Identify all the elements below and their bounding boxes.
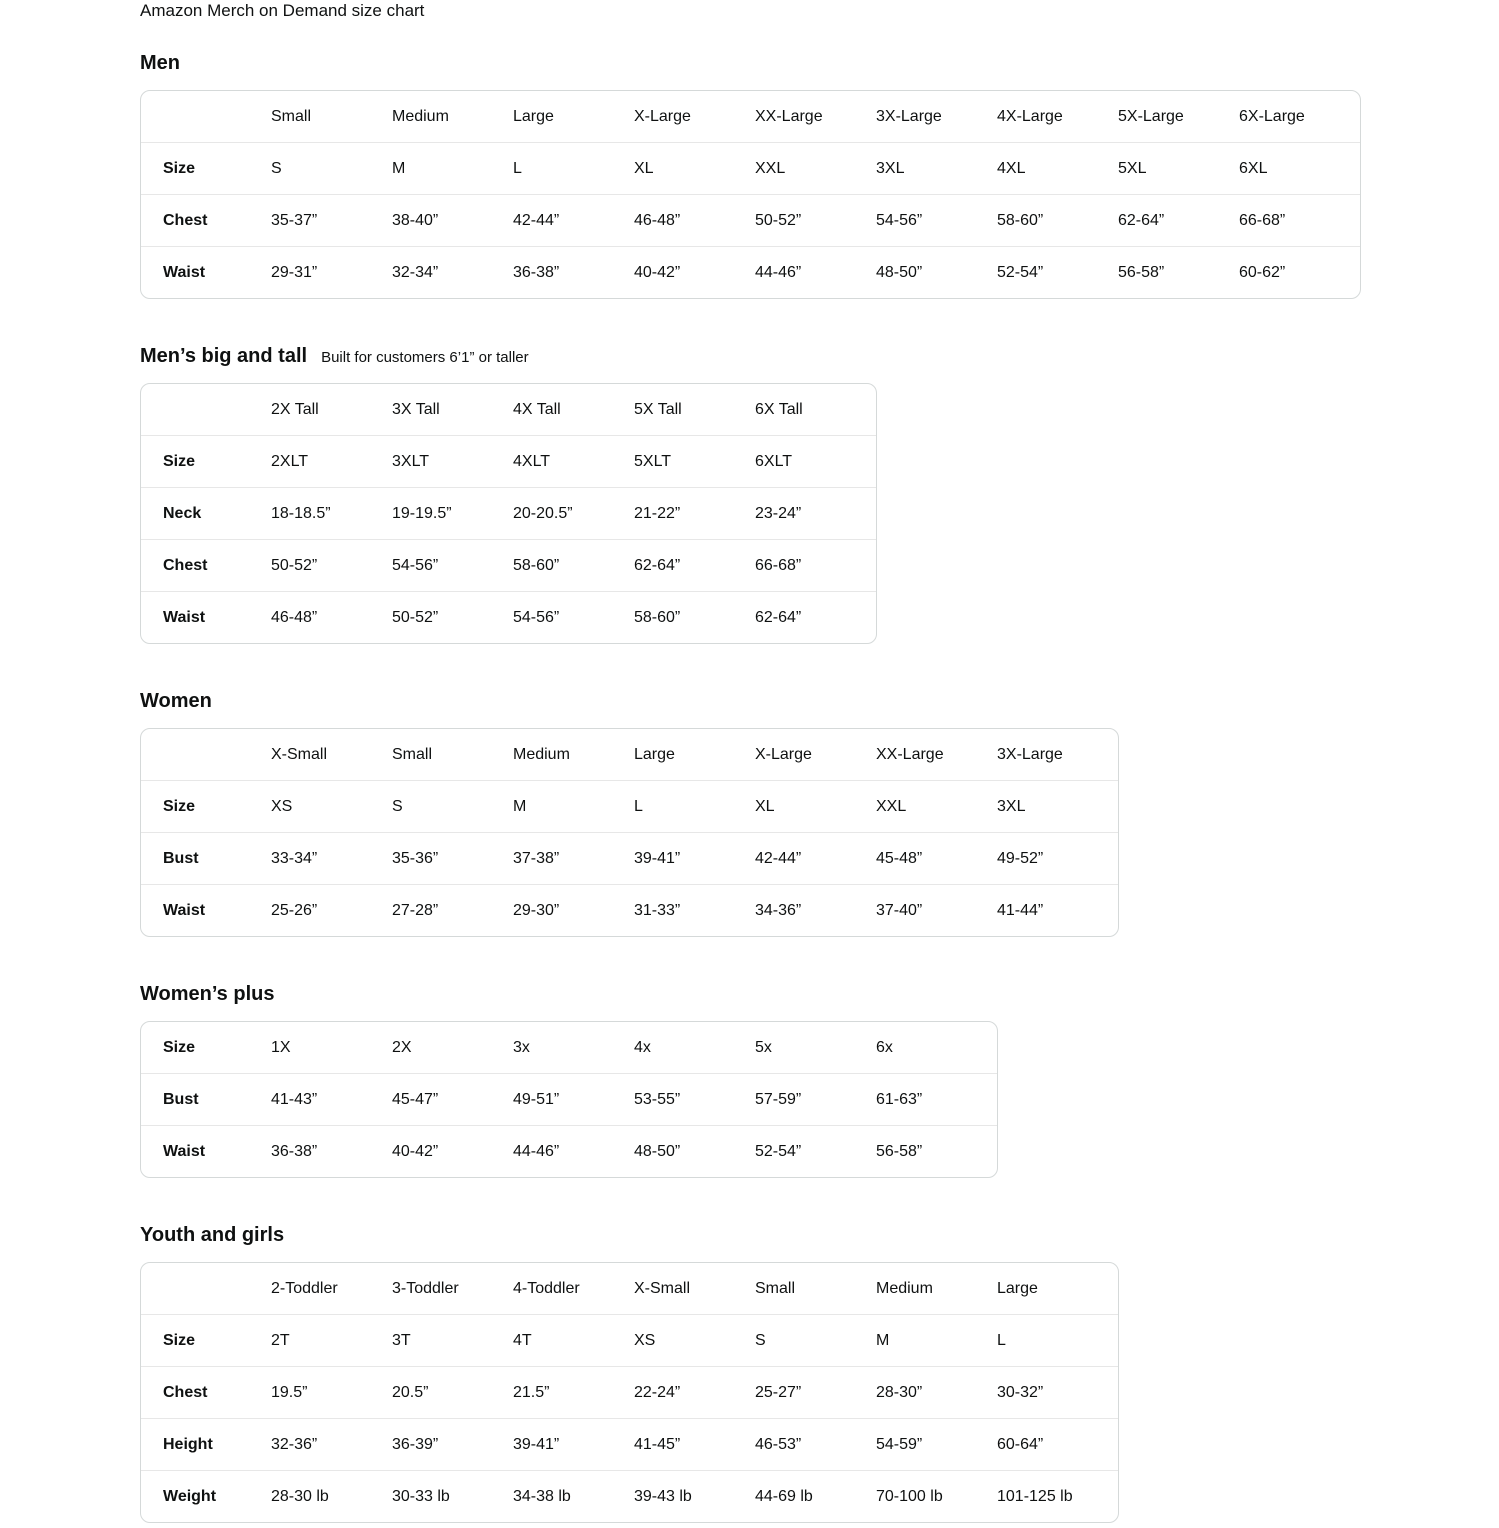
section-heading-row <box>140 51 1499 75</box>
size-table-container <box>140 90 1361 299</box>
value-cell: 44-69 lb <box>755 1471 876 1523</box>
column-header-cell: Small <box>271 107 312 125</box>
table-row <box>141 781 1118 833</box>
value-cell: 46-48” <box>271 592 392 644</box>
value-cell: 41-45” <box>634 1419 755 1471</box>
value-cell: 20-20.5” <box>513 488 634 540</box>
size-chart-sections <box>140 51 1499 1528</box>
column-header-cell: Medium <box>513 745 570 763</box>
value-cell: 44-46” <box>513 1126 634 1178</box>
column-header-cell: X-Large <box>634 107 691 125</box>
column-header-cell: Small <box>392 745 433 763</box>
value-cell: 34-36” <box>755 885 876 937</box>
value-cell: 54-59” <box>876 1419 997 1471</box>
section-heading-row <box>140 689 1499 713</box>
row-label-cell: Size <box>163 1038 196 1056</box>
value-cell: 18-18.5” <box>271 488 392 540</box>
column-header-cell: X-Small <box>634 1279 691 1297</box>
column-header-cell: Medium <box>876 1279 933 1297</box>
table-row <box>141 540 876 592</box>
value-cell: 28-30 lb <box>271 1471 392 1523</box>
column-header-cell: 3X Tall <box>392 400 440 418</box>
row-label-cell: Size <box>141 1315 271 1367</box>
section-heading-row <box>140 344 1499 368</box>
value-cell: 23-24” <box>755 488 876 540</box>
value-cell: 48-50” <box>876 247 997 299</box>
value-cell: 60-62” <box>1239 247 1360 299</box>
value-cell: 36-38” <box>513 247 634 299</box>
column-header-cell: Large <box>997 1279 1038 1297</box>
value-cell: 3x <box>513 1038 530 1056</box>
section-heading: Women’s plus <box>140 983 275 1005</box>
value-cell: 52-54” <box>997 247 1118 299</box>
value-cell: 52-54” <box>755 1126 876 1178</box>
value-cell: 29-30” <box>513 885 634 937</box>
value-cell: M <box>876 1315 997 1367</box>
value-cell: 33-34” <box>271 833 392 885</box>
value-cell: 5XLT <box>634 436 755 488</box>
value-cell: M <box>392 143 513 195</box>
column-header-cell: 4X Tall <box>513 400 561 418</box>
section-heading: Women <box>140 690 212 712</box>
value-cell: 36-39” <box>392 1419 513 1471</box>
value-cell: 40-42” <box>392 1126 513 1178</box>
value-cell: 42-44” <box>755 833 876 885</box>
value-cell: 54-56” <box>876 195 997 247</box>
column-header-cell: Large <box>513 107 554 125</box>
value-cell: XS <box>271 781 392 833</box>
value-cell: 4x <box>634 1038 651 1056</box>
value-cell: 32-36” <box>271 1419 392 1471</box>
value-cell: 4XL <box>997 143 1118 195</box>
table-row <box>141 247 1360 299</box>
section-heading-row <box>140 1223 1499 1247</box>
table-row <box>141 1419 1118 1471</box>
value-cell: 28-30” <box>876 1367 997 1419</box>
value-cell: 49-52” <box>997 833 1118 885</box>
table-row <box>141 195 1360 247</box>
value-cell: L <box>634 781 755 833</box>
value-cell: 19.5” <box>271 1367 392 1419</box>
value-cell: 39-43 lb <box>634 1471 755 1523</box>
table-row <box>141 436 876 488</box>
size-table-container <box>140 1262 1119 1523</box>
row-label-cell: Waist <box>141 885 271 937</box>
row-label-cell: Height <box>141 1419 271 1471</box>
value-cell: 62-64” <box>634 540 755 592</box>
column-header-cell: 5X Tall <box>634 400 682 418</box>
value-cell: 62-64” <box>1118 195 1239 247</box>
table-body <box>141 729 1118 936</box>
value-cell: 27-28” <box>392 885 513 937</box>
value-cell: 30-33 lb <box>392 1471 513 1523</box>
row-label-cell: Weight <box>141 1471 271 1523</box>
value-cell: 56-58” <box>1118 247 1239 299</box>
table-row <box>141 1315 1118 1367</box>
column-header-cell: 4-Toddler <box>513 1279 580 1297</box>
table-body <box>141 91 1360 298</box>
row-label-cell: Neck <box>141 488 271 540</box>
column-header-cell: XX-Large <box>755 107 823 125</box>
value-cell: L <box>513 143 634 195</box>
size-table <box>141 1022 997 1177</box>
value-cell: 57-59” <box>755 1074 876 1126</box>
column-header-cell: 4X-Large <box>997 107 1063 125</box>
row-label-cell: Bust <box>141 1074 271 1126</box>
value-cell: S <box>755 1315 876 1367</box>
row-label-cell: Waist <box>141 1126 271 1178</box>
value-cell: 20.5” <box>392 1367 513 1419</box>
value-cell: 58-60” <box>634 592 755 644</box>
table-body <box>141 1022 997 1177</box>
value-cell: 56-58” <box>876 1126 997 1178</box>
value-cell: 46-48” <box>634 195 755 247</box>
value-cell: 21-22” <box>634 488 755 540</box>
value-cell: S <box>271 143 392 195</box>
value-cell: 58-60” <box>997 195 1118 247</box>
value-cell: 31-33” <box>634 885 755 937</box>
table-body <box>141 1263 1118 1522</box>
table-row <box>141 143 1360 195</box>
value-cell: 66-68” <box>1239 195 1360 247</box>
section-heading: Men <box>140 52 180 74</box>
value-cell: 21.5” <box>513 1367 634 1419</box>
size-table <box>141 1263 1118 1522</box>
value-cell: 101-125 lb <box>997 1471 1118 1523</box>
value-cell: 42-44” <box>513 195 634 247</box>
value-cell: 1X <box>271 1038 291 1056</box>
value-cell: 60-64” <box>997 1419 1118 1471</box>
table-header-row <box>141 91 1360 143</box>
value-cell: 54-56” <box>513 592 634 644</box>
size-table-container <box>140 728 1119 937</box>
value-cell: 50-52” <box>271 540 392 592</box>
column-header-cell: Medium <box>392 107 449 125</box>
value-cell: 40-42” <box>634 247 755 299</box>
column-header-cell: 3X-Large <box>876 107 942 125</box>
value-cell: 61-63” <box>876 1074 997 1126</box>
value-cell: 54-56” <box>392 540 513 592</box>
value-cell: 2T <box>271 1315 392 1367</box>
column-header-cell: 6X-Large <box>1239 107 1305 125</box>
value-cell: 45-48” <box>876 833 997 885</box>
value-cell: 44-46” <box>755 247 876 299</box>
value-cell: L <box>997 1315 1118 1367</box>
section-heading: Men’s big and tall <box>140 345 308 367</box>
value-cell: 39-41” <box>513 1419 634 1471</box>
value-cell: 66-68” <box>755 540 876 592</box>
value-cell: 62-64” <box>755 592 876 644</box>
value-cell: 3XLT <box>392 436 513 488</box>
value-cell: 6XLT <box>755 436 876 488</box>
value-cell: 37-40” <box>876 885 997 937</box>
table-row <box>141 1022 997 1074</box>
value-cell: 6x <box>876 1038 893 1056</box>
header-spacer-cell <box>141 384 271 436</box>
value-cell: 5XL <box>1118 143 1239 195</box>
size-table <box>141 729 1118 936</box>
size-table-container <box>140 383 877 644</box>
header-spacer-cell <box>141 1263 271 1315</box>
value-cell: 19-19.5” <box>392 488 513 540</box>
column-header-cell: 2X Tall <box>271 400 319 418</box>
value-cell: 50-52” <box>392 592 513 644</box>
value-cell: 2X <box>392 1038 412 1056</box>
value-cell: 22-24” <box>634 1367 755 1419</box>
value-cell: 3XL <box>876 143 997 195</box>
row-label-cell: Chest <box>141 1367 271 1419</box>
row-label-cell: Size <box>141 436 271 488</box>
value-cell: 3T <box>392 1315 513 1367</box>
row-label-cell: Waist <box>141 247 271 299</box>
value-cell: 38-40” <box>392 195 513 247</box>
page-title: Amazon Merch on Demand size chart <box>140 1 425 20</box>
header-spacer-cell <box>141 729 271 781</box>
value-cell: XL <box>634 143 755 195</box>
value-cell: 32-34” <box>392 247 513 299</box>
table-header-row <box>141 1263 1118 1315</box>
row-label-cell: Waist <box>141 592 271 644</box>
value-cell: 35-37” <box>271 195 392 247</box>
value-cell: 45-47” <box>392 1074 513 1126</box>
table-header-row <box>141 384 876 436</box>
value-cell: S <box>392 781 513 833</box>
value-cell: 50-52” <box>755 195 876 247</box>
value-cell: XXL <box>876 781 997 833</box>
value-cell: 34-38 lb <box>513 1471 634 1523</box>
table-row <box>141 833 1118 885</box>
value-cell: 29-31” <box>271 247 392 299</box>
value-cell: 4XLT <box>513 436 634 488</box>
row-label-cell: Size <box>141 781 271 833</box>
table-row <box>141 1126 997 1178</box>
value-cell: 58-60” <box>513 540 634 592</box>
row-label-cell: Chest <box>141 540 271 592</box>
column-header-cell: Large <box>634 745 675 763</box>
value-cell: 41-43” <box>271 1074 392 1126</box>
value-cell: 5x <box>755 1038 772 1056</box>
value-cell: 37-38” <box>513 833 634 885</box>
row-label-cell: Size <box>141 143 271 195</box>
table-body <box>141 384 876 643</box>
table-row <box>141 885 1118 937</box>
section-heading: Youth and girls <box>140 1224 285 1246</box>
table-header-row <box>141 729 1118 781</box>
column-header-cell: 2-Toddler <box>271 1279 338 1297</box>
value-cell: 70-100 lb <box>876 1471 997 1523</box>
value-cell: XS <box>634 1315 755 1367</box>
value-cell: M <box>513 781 634 833</box>
column-header-cell: 3X-Large <box>997 745 1063 763</box>
value-cell: 49-51” <box>513 1074 634 1126</box>
value-cell: 35-36” <box>392 833 513 885</box>
row-label-cell: Bust <box>141 833 271 885</box>
column-header-cell: X-Large <box>755 745 812 763</box>
row-label-cell: Chest <box>141 195 271 247</box>
value-cell: 6XL <box>1239 143 1360 195</box>
column-header-cell: XX-Large <box>876 745 944 763</box>
value-cell: 3XL <box>997 781 1118 833</box>
header-spacer-cell <box>141 91 271 143</box>
value-cell: XL <box>755 781 876 833</box>
size-table <box>141 91 1360 298</box>
value-cell: 36-38” <box>271 1126 392 1178</box>
size-table <box>141 384 876 643</box>
value-cell: 39-41” <box>634 833 755 885</box>
column-header-cell: 6X Tall <box>755 400 803 418</box>
section-heading-row <box>140 982 1499 1006</box>
value-cell: 48-50” <box>634 1126 755 1178</box>
table-row <box>141 1471 1118 1523</box>
column-header-cell: Small <box>755 1279 796 1297</box>
value-cell: 25-27” <box>755 1367 876 1419</box>
column-header-cell: X-Small <box>271 745 328 763</box>
value-cell: XXL <box>755 143 876 195</box>
column-header-cell: 3-Toddler <box>392 1279 459 1297</box>
table-row <box>141 488 876 540</box>
section-subtitle: Built for customers 6’1” or taller <box>321 349 529 366</box>
table-row <box>141 1367 1118 1419</box>
value-cell: 4T <box>513 1315 634 1367</box>
value-cell: 46-53” <box>755 1419 876 1471</box>
table-row <box>141 1074 997 1126</box>
size-table-container <box>140 1021 998 1178</box>
table-row <box>141 592 876 644</box>
value-cell: 30-32” <box>997 1367 1118 1419</box>
column-header-cell: 5X-Large <box>1118 107 1184 125</box>
value-cell: 41-44” <box>997 885 1118 937</box>
value-cell: 2XLT <box>271 436 392 488</box>
value-cell: 53-55” <box>634 1074 755 1126</box>
value-cell: 25-26” <box>271 885 392 937</box>
